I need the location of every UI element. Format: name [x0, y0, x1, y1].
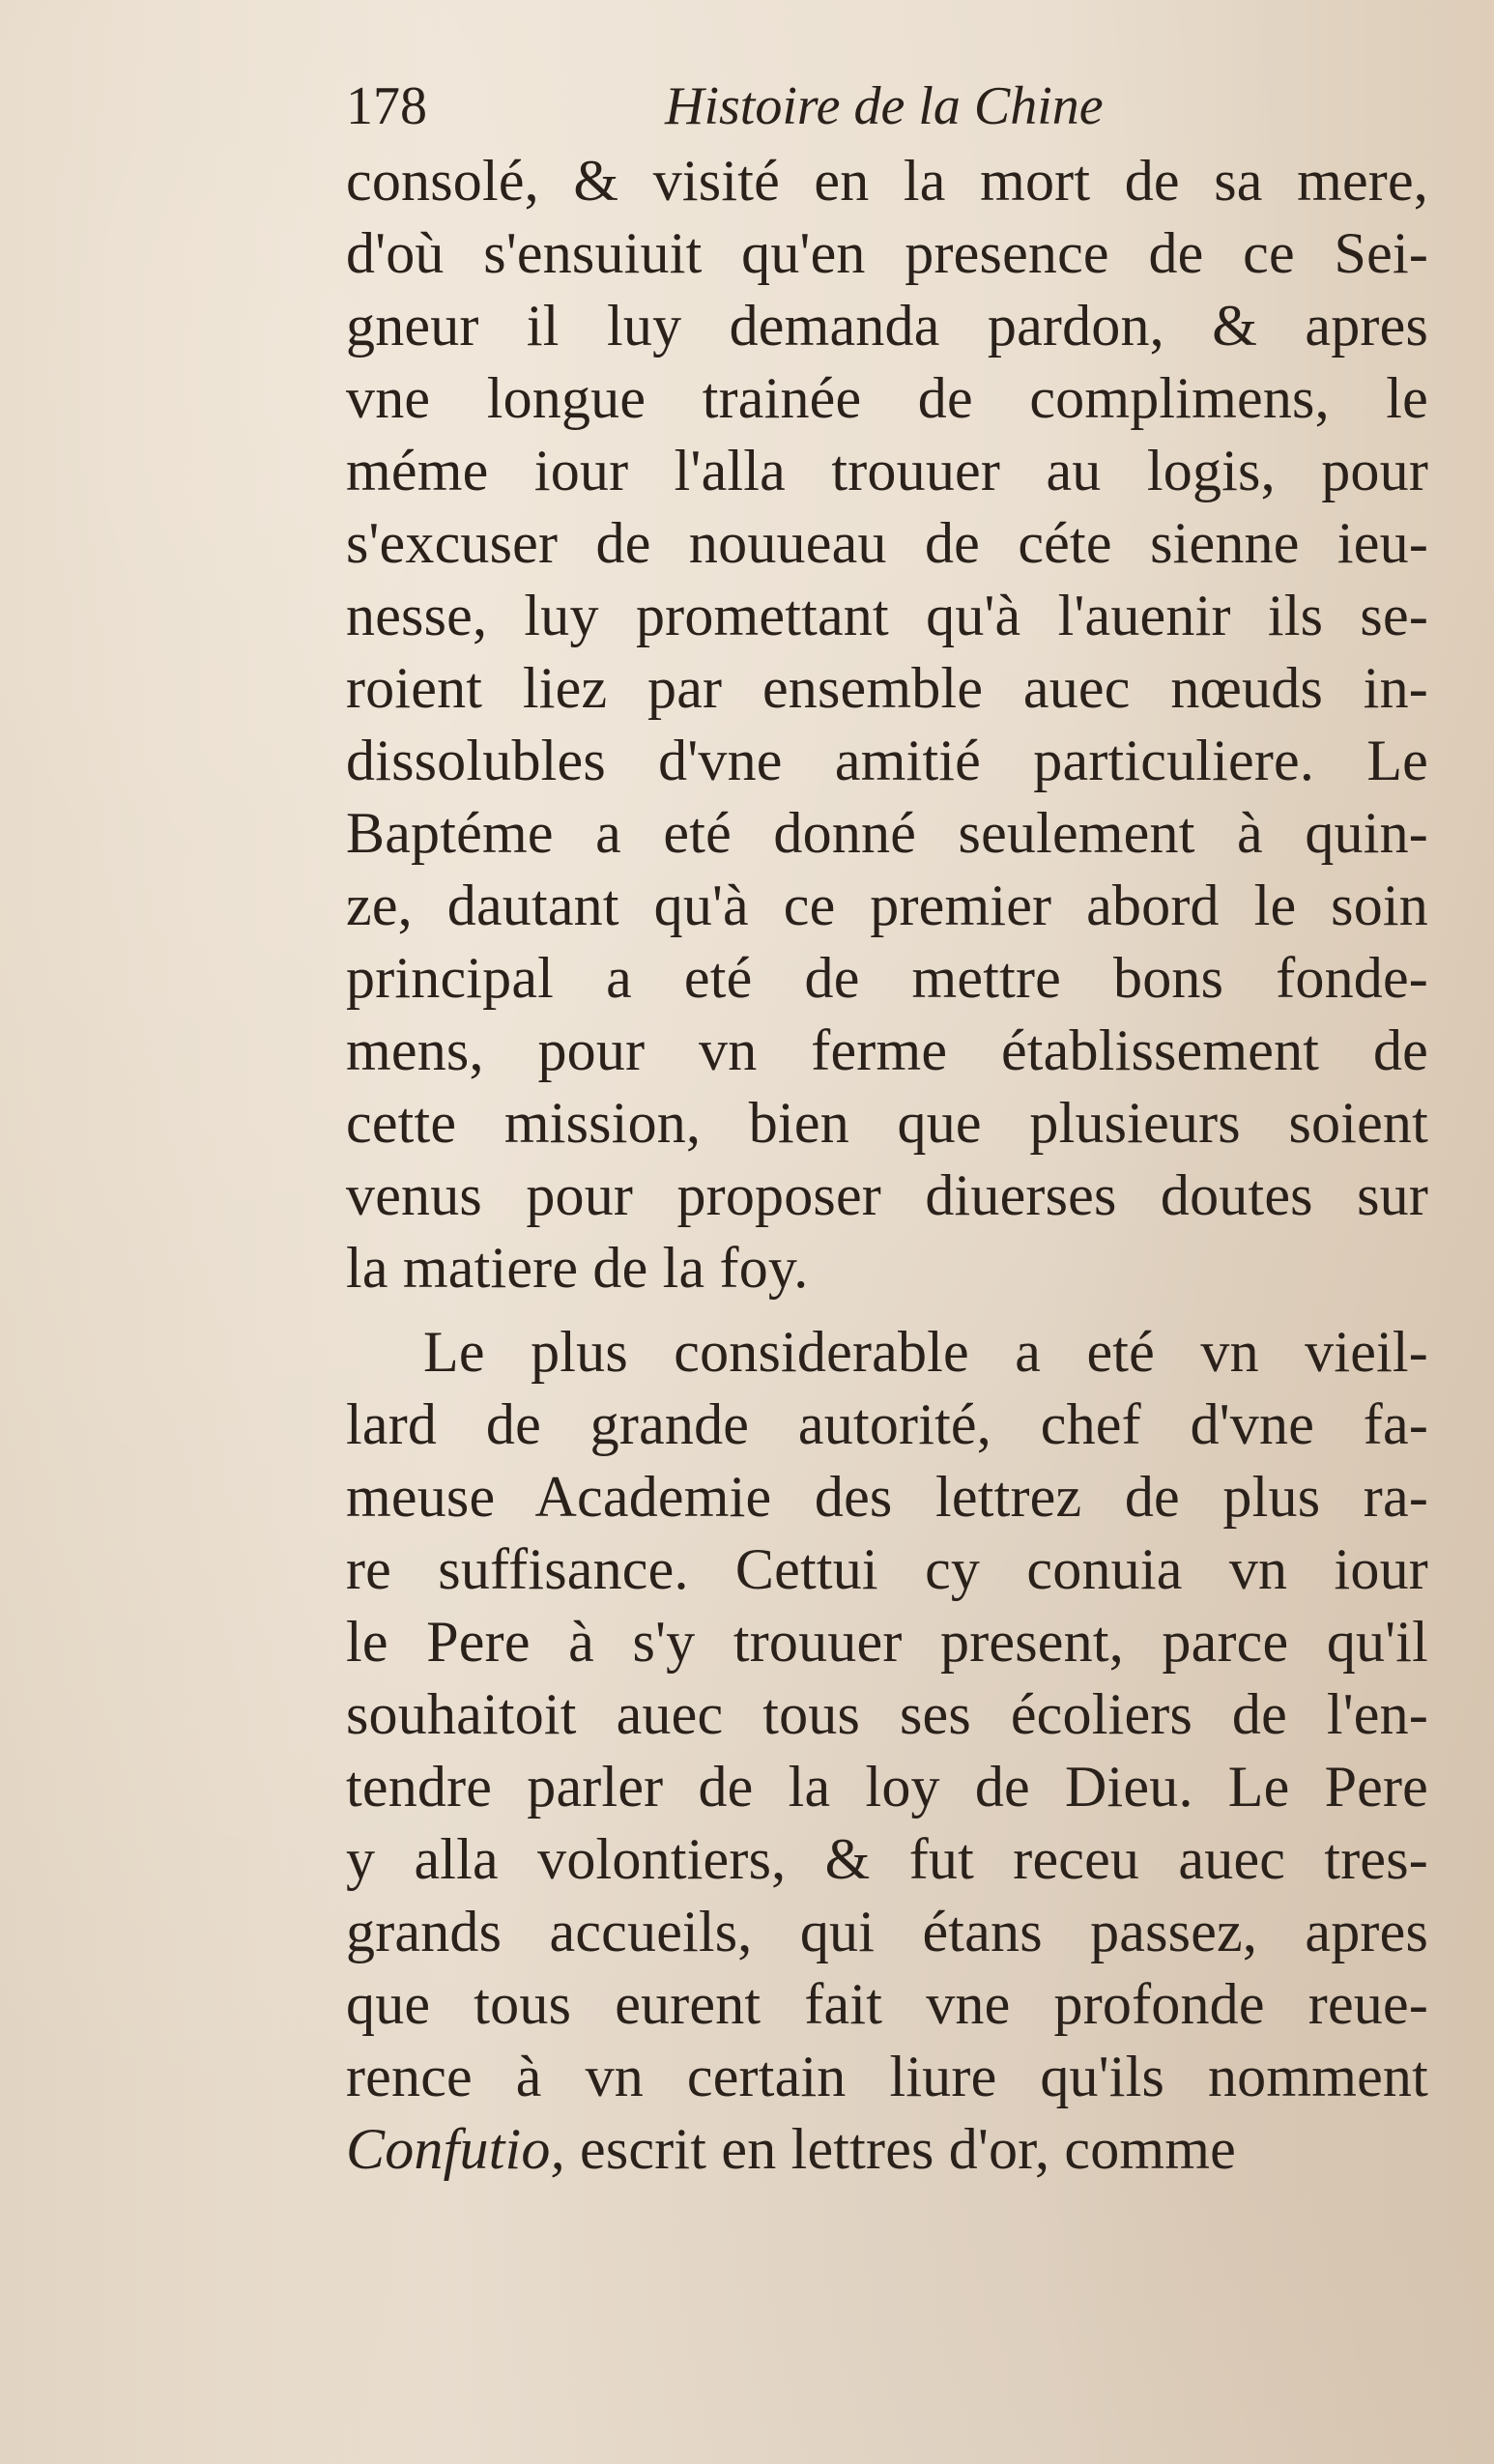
text-line: Le plus considerable a eté vn vieil-	[423, 1320, 1428, 1384]
text-line: ze, dautant qu'à ce premier abord le soin	[346, 874, 1428, 937]
text-line: grands accueils, qui étans passez, apres	[346, 1900, 1428, 1963]
text-line: venus pour proposer diuerses doutes sur	[346, 1163, 1428, 1227]
paragraph-1	[346, 145, 1428, 1304]
text-line: rence à vn certain liure qu'ils nomment	[346, 2045, 1428, 2108]
text-line: méme iour l'alla trouuer au logis, pour	[346, 439, 1428, 502]
text-line: cette mission, bien que plusieurs soient	[346, 1091, 1428, 1155]
text-line: principal a eté de mettre bons fonde-	[346, 946, 1428, 1010]
text-line-final	[346, 2113, 1428, 2186]
text-line: consolé, & visité en la mort de sa mere,	[346, 149, 1428, 213]
page-number: 178	[346, 76, 427, 136]
text-line: s'excuser de nouueau de céte sienne ieu-	[346, 511, 1428, 575]
text-line: tendre parler de la loy de Dieu. Le Pere	[346, 1755, 1428, 1819]
text-line: lard de grande autorité, chef d'vne fa-	[346, 1392, 1428, 1456]
text-line: la matiere de la foy.	[346, 1236, 809, 1300]
text-line: dissolubles d'vne amitié particuliere. Le	[346, 729, 1428, 792]
text-line: le Pere à s'y trouuer present, parce qu'il	[346, 1610, 1428, 1674]
text-line: souhaitoit auec tous ses écoliers de l'en-	[346, 1682, 1428, 1746]
italic-word-confutio: Confutio,	[346, 2117, 565, 2181]
paragraph-2	[346, 1316, 1428, 2113]
text-line: vne longue trainée de complimens, le	[346, 366, 1428, 430]
text-line: Baptéme a eté donné seulement à quin-	[346, 801, 1428, 865]
text-line: re suffisance. Cettui cy conuia vn iour	[346, 1537, 1428, 1601]
text-line: que tous eurent fait vne profonde reue-	[346, 1972, 1428, 2036]
text-line: d'où s'ensuiuit qu'en presence de ce Sei-	[346, 221, 1428, 285]
text-line: roient liez par ensemble auec nœuds in-	[346, 656, 1428, 720]
paragraph-gap	[346, 1304, 1428, 1316]
text-line: y alla volontiers, & fut receu auec tres-	[346, 1827, 1428, 1891]
running-title: Histoire de la Chine	[665, 76, 1104, 136]
body-text	[346, 145, 1428, 2186]
final-line-rest: escrit en lettres d'or, comme	[564, 2117, 1236, 2181]
text-line: gneur il luy demanda pardon, & apres	[346, 294, 1428, 358]
running-head	[346, 68, 1158, 145]
text-line: meuse Academie des lettrez de plus ra-	[346, 1465, 1428, 1529]
text-line: nesse, luy promettant qu'à l'auenir ils se-	[346, 584, 1428, 647]
text-line: mens, pour vn ferme établissement de	[346, 1018, 1428, 1082]
